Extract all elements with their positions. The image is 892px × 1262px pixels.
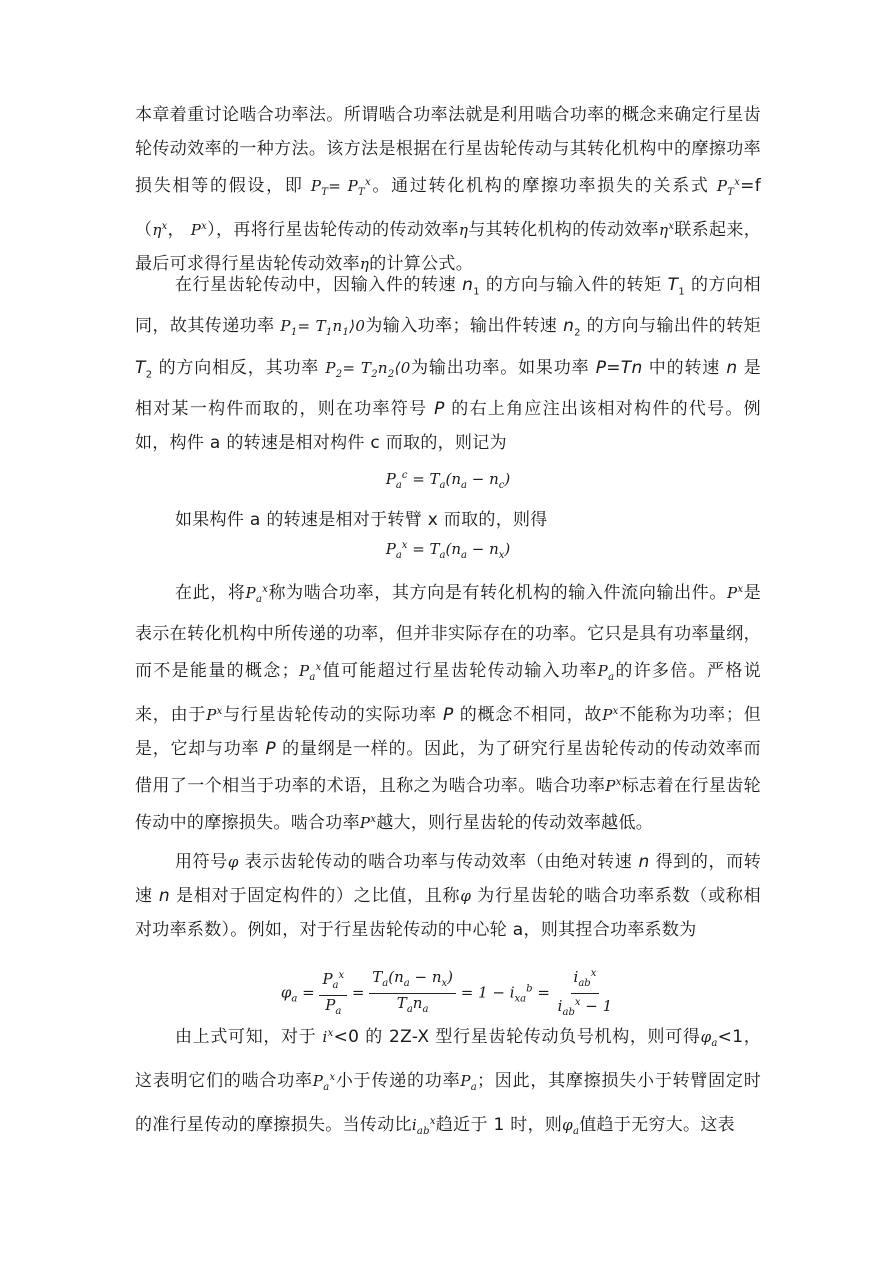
paragraph-meshing-power: 在此，将$P_a^x$称为啮合功率，其方向是有转化机构的输入件流向输出件。$P^x$是表示在转化机构中所传递的功率，但并非实际存在的功率。它只是具有功率量纲，而不是能量的概念；$P_a^x$值可能超过行星齿轮传动输入功率$P_a$的许多倍。严格说来，由于$P^x$与行星齿轮传动的实际功率 P 的概念不相同，故$P^x$不能称为功率；但是，它却与功率 P 的量纲是一样的。因此，为了研究行星齿轮传动的传动效率而借用了一个相当于功率的术语，且称之为啮合功率。啮合功率$P^x$标志着在行星齿轮传动中的摩擦损失。啮合功率$P^x$越大，则行星齿轮的传动效率越低。 [135, 583, 762, 833]
equation-pax: $P_a^x = T_a(n_a - n_x)$ [385, 540, 511, 561]
paragraph-intro: 本章着重讨论啮合功率法。所谓啮合功率法就是利用啮合功率的概念来确定行星齿轮传动效率的一种方法。该方法是根据在行星齿轮传动与其转化机构中的摩擦功率损失相等的假设，即 $P_T= P_T^x$。通过转化机构的摩擦功率损失的关系式 $P_T^x=f(\eta^x$， $P^x$），再将行星齿轮传动的传动效率η与其转化机构的传动效率$\eta^x$联系起来，最后可求得行星齿轮传动效率η的计算公式。 [135, 105, 762, 274]
equation-pac: $P_a^c = T_a(n_a - n_c)$ [385, 470, 511, 491]
paragraph-relative-arm: 如果构件 a 的转速是相对于转臂 x 而取的，则得 [175, 510, 548, 530]
paragraph-conclusion: 由上式可知，对于 $i^x<0$ 的 2Z-X 型行星齿轮传动负号机构，则可得$\varphi_a<1$，这表明它们的啮合功率$P_a^x$小于传递的功率$P_a$；因此，其摩擦损失小于转臂固定时的准行星传动的摩擦损失。当传动比$i_{ab}^x$趋近于 1 时，则$\varphi_a$值趋于无穷大。这表 [135, 1027, 762, 1137]
paragraph-coefficient: 用符号φ 表示齿轮传动的啮合功率与传动效率（由绝对转速 n 得到的，而转速 n 是相对于固定构件的）之比值，且称φ 为行星齿轮的啮合功率系数（或称相对功率系数）。例如，对于行星齿轮传动的中心轮 a，则其捏合功率系数为 [135, 852, 761, 940]
paragraph-power-definition: 在行星齿轮传动中，因输入件的转速 $n_1$ 的方向与输入件的转矩 $T_1$ 的方向相同，故其传递功率 $P_1=$ $T_1n_1⟩0$为输入功率；输出件转速 $n_2$ 的方向与输出件的转矩 $T_2$ 的方向相反，其功率 $P_2=$ $T_2n_2⟨0$为输出功率。如果功率 P=Tn 中的转速 n 是相对某一构件而取的，则在功率符号 P 的右上角应注出该相对构件的代号。例如，构件 a 的转速是相对构件 c 而取的，则记为 [135, 275, 761, 454]
equation-phi: $\varphi_a$ = $\frac{P_a^x}{P_a}$ = $\frac{T_a(n_a - n_x)}{T_an_a}$ = $1 - i_{xa}^b$ = $\frac{i_{ab}^x}{i_{ab}^x - 1}$ [135, 965, 761, 1022]
